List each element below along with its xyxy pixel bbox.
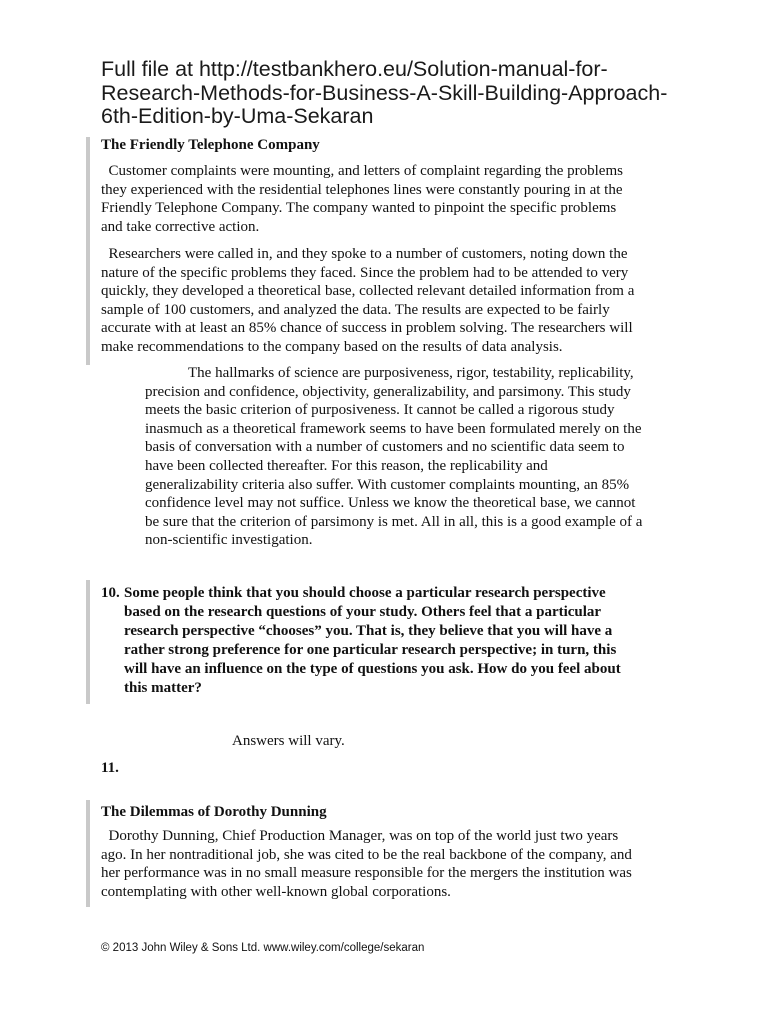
question-10-number: 10. bbox=[101, 585, 120, 601]
text-line: basis of conversation with a number of customers and no scientific data seem to bbox=[145, 439, 625, 456]
case1-paragraph-2 bbox=[101, 245, 634, 357]
text-line: will have an influence on the type of questions you ask. How do you feel about bbox=[124, 661, 621, 677]
text-line: based on the research questions of your study. Others feel that a particular bbox=[124, 604, 602, 620]
change-bar bbox=[86, 580, 90, 704]
text-line: they experienced with the residential telephones lines were constantly pouring in at the bbox=[101, 181, 623, 198]
text-line: confidence level may not suffice. Unless we know the theoretical base, we cannot bbox=[145, 495, 636, 512]
text-line: be sure that the criterion of parsimony is met. All in all, this is a good example of a bbox=[145, 513, 643, 530]
text-line: this matter? bbox=[124, 680, 202, 696]
question-10-answer: Answers will vary. bbox=[232, 733, 345, 749]
question-10-text bbox=[124, 584, 621, 698]
text-line: rather strong preference for one particular research perspective; in turn, this bbox=[124, 642, 617, 658]
text-line: have been collected thereafter. For this reason, the replicability and bbox=[145, 457, 548, 474]
text-line: generalizability criteria also suffer. With customer complaints mounting, an 85% bbox=[145, 476, 630, 493]
text-line: quickly, they developed a theoretical base, collected relevant detailed information from a bbox=[101, 283, 635, 300]
text-line: and take corrective action. bbox=[101, 218, 260, 235]
text-line: ago. In her nontraditional job, she was cited to be the real backbone of the company, and bbox=[101, 846, 632, 863]
text-line: sample of 100 customers, and analyzed the data. The results are expected to be fairly bbox=[101, 301, 610, 318]
text-line: meets the basic criterion of purposiveness. It cannot be called a rigorous study bbox=[145, 402, 615, 419]
case-title-friendly-telephone: The Friendly Telephone Company bbox=[101, 137, 320, 153]
text-line: make recommendations to the company based on the results of data analysis. bbox=[101, 338, 563, 355]
case2-paragraph bbox=[101, 827, 632, 901]
header-line: Research-Methods-for-Business-A-Skill-Building-Approach- bbox=[101, 80, 668, 105]
file-url-header bbox=[101, 58, 721, 129]
header-line: Full file at http://testbankhero.eu/Solution-manual-for- bbox=[101, 57, 608, 81]
text-line: non-scientific investigation. bbox=[145, 532, 313, 549]
case-title-dorothy-dunning: The Dilemmas of Dorothy Dunning bbox=[101, 804, 327, 820]
text-line: her performance was in no small measure responsible for the mergers the institution was bbox=[101, 865, 632, 882]
text-line: accurate with at least an 85% chance of success in problem solving. The researchers will bbox=[101, 320, 633, 337]
header-line: 6th-Edition-by-Uma-Sekaran bbox=[101, 104, 374, 128]
change-bar bbox=[86, 137, 90, 365]
answer-hallmarks-of-science bbox=[145, 364, 642, 550]
text-line: Some people think that you should choose a particular research perspective bbox=[124, 585, 606, 601]
text-line: Customer complaints were mounting, and letters of complaint regarding the problems bbox=[101, 163, 623, 179]
text-line: precision and confidence, objectivity, generalizability, and parsimony. This study bbox=[145, 383, 631, 400]
text-line: nature of the specific problems they faced. Since the problem had to be attended to very bbox=[101, 264, 629, 281]
case1-paragraph-1 bbox=[101, 162, 623, 236]
question-11-number: 11. bbox=[101, 760, 119, 776]
change-bar bbox=[86, 800, 90, 907]
copyright-footer: © 2013 John Wiley & Sons Ltd. www.wiley.com/college/sekaran bbox=[101, 942, 425, 954]
text-line: research perspective “chooses” you. That is, they believe that you will have a bbox=[124, 623, 613, 639]
text-line: Researchers were called in, and they spoke to a number of customers, noting down the bbox=[101, 246, 628, 262]
text-line: Dorothy Dunning, Chief Production Manager, was on top of the world just two years bbox=[101, 828, 619, 844]
text-line: inasmuch as a theoretical framework seems to have been formulated merely on the bbox=[145, 420, 642, 437]
text-line: The hallmarks of science are purposiveness, rigor, testability, replicability, bbox=[188, 365, 634, 381]
text-line: contemplating with other well-known global corporations. bbox=[101, 883, 451, 900]
text-line: Friendly Telephone Company. The company wanted to pinpoint the specific problems bbox=[101, 200, 617, 217]
